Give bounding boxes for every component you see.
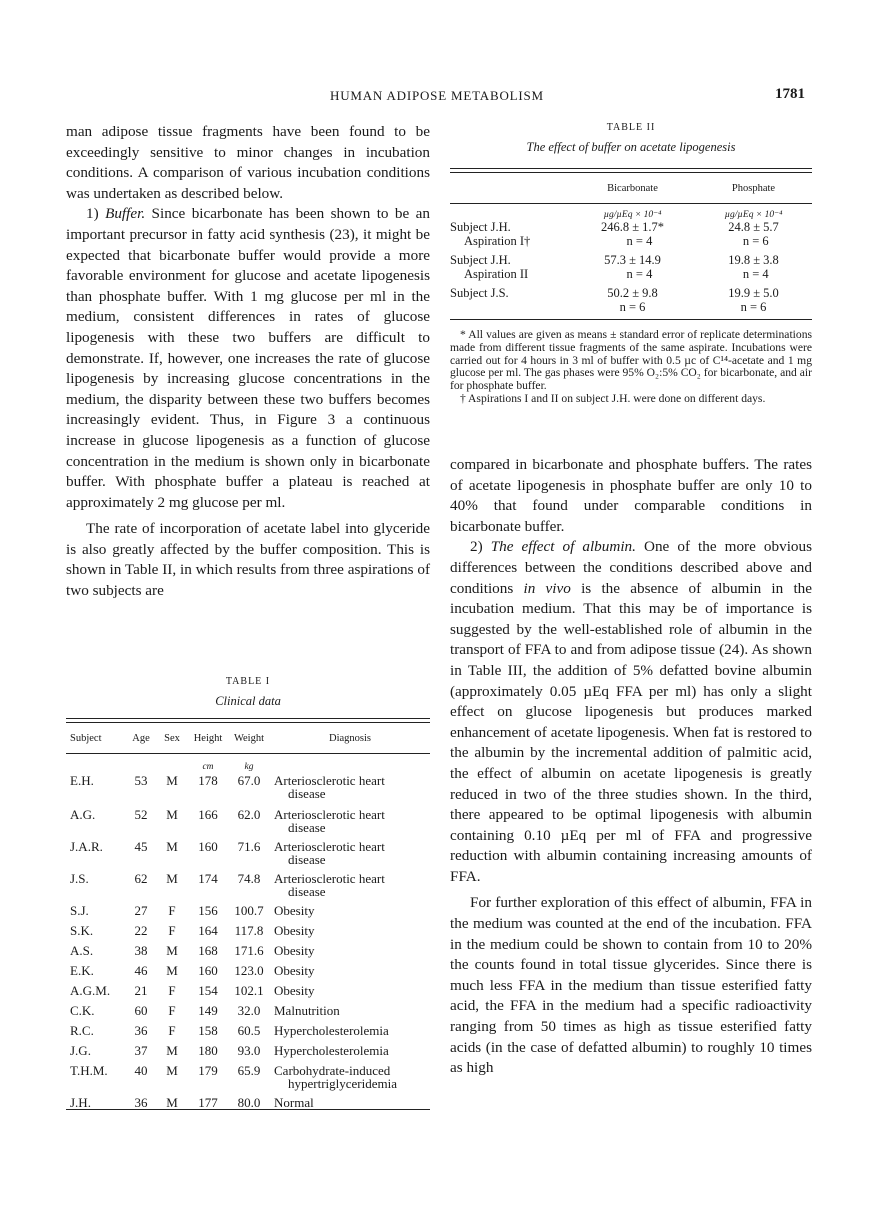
table2-caption	[450, 122, 812, 155]
diagnosis-cell	[270, 1024, 430, 1037]
diagnosis-line: hypertriglyceridemia	[288, 1076, 398, 1091]
age-cell: 53	[134, 773, 148, 788]
table-row	[66, 1064, 430, 1090]
table-row	[66, 904, 430, 917]
sex-cell: F	[168, 1023, 176, 1038]
sex-cell: M	[166, 943, 178, 958]
diagnosis-line: disease	[288, 852, 326, 867]
table-row	[66, 808, 430, 834]
left-column-text	[66, 122, 430, 602]
table-row	[66, 1004, 430, 1017]
sex-cell: M	[166, 963, 178, 978]
diagnosis-line: Arteriosclerotic heart	[274, 839, 385, 854]
diagnosis-cell	[270, 1096, 430, 1109]
sex-cell: M	[166, 773, 178, 788]
table-rule	[450, 319, 812, 320]
weight-cell: 117.8	[234, 923, 264, 938]
diagnosis-line: Carbohydrate-induced	[274, 1063, 391, 1078]
footnote: † Aspirations I and II on subject J.H. were done on different days.	[460, 391, 766, 405]
weight-cell: 80.0	[237, 1095, 261, 1110]
subject-cell: Subject J.H.	[450, 220, 511, 234]
weight-cell: 102.1	[234, 983, 264, 998]
height-cell: 177	[198, 1095, 218, 1110]
diagnosis-cell	[270, 1064, 430, 1090]
subject-cell: S.K.	[70, 923, 94, 938]
weight-cell: 93.0	[237, 1043, 261, 1058]
height-cell: 160	[198, 963, 218, 978]
in-vivo-term: in vivo	[523, 579, 571, 597]
subject-cell: J.S.	[70, 871, 89, 886]
diagnosis-line: Arteriosclerotic heart	[274, 871, 385, 886]
subject-cell: A.S.	[70, 943, 94, 958]
unit-label: µg/µEq × 10⁻⁴	[603, 210, 662, 220]
table2	[450, 168, 812, 320]
sex-cell: F	[168, 983, 176, 998]
diagnosis-line: Malnutrition	[274, 1003, 340, 1018]
age-cell: 36	[134, 1095, 148, 1110]
table2-units-row	[450, 209, 812, 220]
sex-cell: M	[166, 807, 178, 822]
sex-cell: M	[166, 1095, 178, 1110]
page-number: 1781	[775, 86, 805, 102]
table1-body	[66, 774, 430, 1109]
phosphate-value: 19.9 ± 5.0	[728, 286, 779, 300]
diagnosis-line: Hypercholesterolemia	[274, 1043, 389, 1058]
sex-cell: M	[166, 839, 178, 854]
diagnosis-line: Obesity	[274, 983, 315, 998]
diagnosis-cell	[270, 944, 430, 957]
footnote: * All values are given as means ± standard error of replicate determinations made from different tissue fragments of the same aspirate. Incubations were carried out for 4 hours in 3 ml of buffer with 0.5 µc of C¹⁴-acetate and 1 mg glucose per ml. The gas phases were 95% O₂:5% CO₂ for bicarbonate, and air for phosphate buffer.	[450, 328, 812, 393]
subject-cell: J.A.R.	[70, 839, 103, 854]
paragraph-buffer	[66, 204, 430, 513]
sex-cell: M	[166, 1063, 178, 1078]
subject-cell: A.G.	[70, 807, 96, 822]
diagnosis-cell	[270, 984, 430, 997]
subject-cell: T.H.M.	[70, 1063, 108, 1078]
height-cell: 158	[198, 1023, 218, 1038]
table1-label: TABLE I	[225, 676, 271, 687]
height-cell: 179	[198, 1063, 218, 1078]
subject-cell: E.H.	[70, 773, 94, 788]
height-cell: 168	[198, 943, 218, 958]
subject-cell: A.G.M.	[70, 983, 111, 998]
age-cell: 62	[134, 871, 148, 886]
subject-cell: J.G.	[70, 1043, 91, 1058]
height-cell: 160	[198, 839, 218, 854]
weight-cell: 32.0	[237, 1003, 261, 1018]
diagnosis-line: Obesity	[274, 963, 315, 978]
table1-title: Clinical data	[215, 694, 281, 708]
table2-label: TABLE II	[606, 122, 656, 133]
weight-cell: 171.6	[234, 943, 264, 958]
bicarbonate-value: 50.2 ± 9.8	[607, 286, 658, 300]
height-cell: 154	[198, 983, 218, 998]
diagnosis-cell	[270, 872, 430, 898]
table-row	[66, 1024, 430, 1037]
diagnosis-line: Obesity	[274, 943, 315, 958]
age-cell: 27	[134, 903, 148, 918]
sex-cell: M	[166, 871, 178, 886]
bicarbonate-value: 57.3 ± 14.9	[604, 253, 661, 267]
age-cell: 22	[134, 923, 148, 938]
age-cell: 45	[134, 839, 148, 854]
aspiration-cell: Aspiration II	[464, 267, 529, 281]
subject-cell: E.K.	[70, 963, 94, 978]
sex-cell: F	[168, 1003, 176, 1018]
paragraph-text: is the absence of albumin in the incubation medium. That this may be of importance is suggested by the well-established role of albumin in the transport of FFA to and from adipose tissue (24). As shown in Table III, the addition of 5% defatted bovine albumin (approximately 0.05 µEq FFA per ml) has only a slight effect on glucose lipogenesis but produces marked enhancement of acetate lipogenesis. When fat is restored to the albumin by the incremental addition of palmitic acid, the effect of albumin on acetate lipogenesis is greatly reduced in two of the three studies shown. In the third, there appeared to be optimal lipogenesis with albumin containing 0.10 µEq per ml of FFA and progressive reduction with albumin containing increasing amounts of FFA.	[450, 579, 813, 885]
subject-cell: Subject J.S.	[450, 286, 509, 300]
table-rule	[450, 203, 812, 204]
column-header: Bicarbonate	[607, 182, 658, 194]
subject-cell: C.K.	[70, 1003, 95, 1018]
diagnosis-cell	[270, 964, 430, 977]
sex-cell: F	[168, 903, 176, 918]
diagnosis-line: Normal	[274, 1095, 314, 1110]
diagnosis-line: Arteriosclerotic heart	[274, 773, 385, 788]
table-row	[66, 840, 430, 866]
sex-cell: M	[166, 1043, 178, 1058]
age-cell: 60	[134, 1003, 148, 1018]
paragraph: The rate of incorporation of acetate label into glyceride is also greatly affected by the buffer composition. This is shown in Table II, in which results from three aspirations of two subjects are	[66, 520, 430, 600]
age-cell: 40	[134, 1063, 148, 1078]
height-cell: 174	[198, 871, 218, 886]
n-value: n = 4	[742, 267, 769, 281]
paragraph-text: One of the more obvious differences between the conditions described above and conditions	[450, 538, 813, 597]
diagnosis-cell	[270, 774, 430, 800]
age-cell: 52	[134, 807, 148, 822]
diagnosis-cell	[270, 1044, 430, 1057]
weight-cell: 62.0	[237, 807, 261, 822]
diagnosis-line: Arteriosclerotic heart	[274, 807, 385, 822]
diagnosis-cell	[270, 924, 430, 937]
diagnosis-cell	[270, 1004, 430, 1017]
phosphate-value: 24.8 ± 5.7	[728, 220, 779, 234]
diagnosis-cell	[270, 840, 430, 866]
unit-label: cm	[202, 762, 214, 772]
n-value: n = 6	[742, 234, 769, 248]
table-row	[450, 286, 812, 314]
weight-cell: 71.6	[237, 839, 261, 854]
column-header: Phosphate	[731, 182, 776, 194]
table2-title: The effect of buffer on acetate lipogenesis	[526, 140, 736, 154]
phosphate-value: 19.8 ± 3.8	[728, 253, 779, 267]
n-value: n = 6	[619, 300, 646, 314]
section-heading-albumin: The effect of albumin.	[490, 538, 636, 556]
diagnosis-line: Obesity	[274, 903, 315, 918]
table-row	[66, 774, 430, 800]
paragraph: For further exploration of this effect of albumin, FFA in the medium was counted at the end of the incubation. FFA in the medium could be shown to contain from 10 to 20% the counts found in total tissue glycerides. Since there is much less FFA in the medium than tissue esterified fatty acid, the FFA in the medium had a specific radioactivity ranging from 50 times as high as tissue esterified fatty acids (in the case of defatted albumin) to roughly 10 times as high	[450, 894, 812, 1077]
column-header: Sex	[164, 732, 180, 744]
diagnosis-line: disease	[288, 884, 326, 899]
table-row	[66, 1044, 430, 1057]
weight-cell: 100.7	[234, 903, 264, 918]
diagnosis-line: Obesity	[274, 923, 315, 938]
column-header: Weight	[233, 732, 265, 744]
weight-cell: 67.0	[237, 773, 261, 788]
height-cell: 180	[198, 1043, 218, 1058]
subject-cell: S.J.	[70, 903, 89, 918]
paragraph: man adipose tissue fragments have been found to be exceedingly sensitive to minor changes in incubation conditions. A comparison of various incubation conditions was undertaken as described below.	[66, 123, 430, 202]
table1	[66, 718, 430, 1110]
diagnosis-line: disease	[288, 820, 326, 835]
n-value: n = 4	[626, 267, 653, 281]
table-row	[66, 1096, 430, 1109]
section-heading-buffer: Buffer.	[105, 205, 146, 223]
n-value: n = 6	[740, 300, 767, 314]
running-title: HUMAN ADIPOSE METABOLISM	[330, 88, 544, 103]
subject-cell: J.H.	[70, 1095, 91, 1110]
n-value: n = 4	[626, 234, 653, 248]
table1-header-row	[66, 723, 430, 753]
diagnosis-line: Hypercholesterolemia	[274, 1023, 389, 1038]
table-row	[66, 964, 430, 977]
table-rule	[66, 753, 430, 754]
height-cell: 178	[198, 773, 218, 788]
sex-cell: F	[168, 923, 176, 938]
unit-label: µg/µEq × 10⁻⁴	[724, 210, 783, 220]
subject-cell: R.C.	[70, 1023, 94, 1038]
column-header: Age	[132, 732, 150, 744]
height-cell: 149	[198, 1003, 218, 1018]
column-header: Height	[193, 732, 223, 744]
running-header	[0, 88, 890, 108]
subject-cell: Subject J.H.	[450, 253, 511, 267]
table1-caption	[66, 676, 430, 709]
age-cell: 46	[134, 963, 148, 978]
right-column-text	[450, 455, 812, 1079]
age-cell: 36	[134, 1023, 148, 1038]
table-row	[66, 872, 430, 898]
weight-cell: 65.9	[237, 1063, 261, 1078]
section-number: 1)	[86, 205, 106, 223]
unit-label: kg	[244, 762, 254, 772]
diagnosis-line: disease	[288, 786, 326, 801]
age-cell: 38	[134, 943, 148, 958]
height-cell: 166	[198, 807, 218, 822]
diagnosis-cell	[270, 808, 430, 834]
age-cell: 37	[134, 1043, 148, 1058]
table-row	[66, 924, 430, 937]
table-row	[66, 944, 430, 957]
weight-cell: 123.0	[234, 963, 264, 978]
diagnosis-cell	[270, 904, 430, 917]
age-cell: 21	[134, 983, 148, 998]
table-row	[450, 220, 812, 248]
height-cell: 156	[198, 903, 218, 918]
aspiration-cell: Aspiration I†	[464, 234, 531, 248]
paragraph: compared in bicarbonate and phosphate buffers. The rates of acetate lipogenesis in phosphate buffer are only 10 to 40% that found under comparable conditions in bicarbonate buffer.	[450, 456, 812, 535]
weight-cell: 60.5	[237, 1023, 261, 1038]
table-row	[450, 253, 812, 281]
paragraph-text: Since bicarbonate has been shown to be an important precursor in fatty acid synthesis (23), it might be expected that bicarbonate buffer would provide a more favorable environment for glucose and acetate lipogenesis than phosphate buffer. With 1 mg glucose per ml in the medium, consistent differences in rates of glucose lipogenesis with these two buffers are difficult to demonstrate. If, however, one increases the rate of glucose lipogenesis by increasing glucose concentrations in the medium, the disparity between these two buffers becomes increasingly evident. Thus, in Figure 3 a continuous increase in glucose lipogenesis as a function of glucose concentration in the medium is shown only in bicarbonate buffer. With phosphate buffer a plateau is reached at approximately 2 mg glucose per ml.	[66, 205, 430, 511]
section-number: 2)	[470, 538, 491, 556]
paragraph-albumin	[450, 537, 812, 887]
column-header: Subject	[70, 732, 102, 744]
bicarbonate-value: 246.8 ± 1.7*	[600, 220, 665, 234]
column-header: Diagnosis	[329, 732, 371, 744]
height-cell: 164	[198, 923, 218, 938]
table2-header-row	[450, 173, 812, 203]
weight-cell: 74.8	[237, 871, 261, 886]
table-row	[66, 984, 430, 997]
table2-footnotes	[450, 329, 812, 406]
